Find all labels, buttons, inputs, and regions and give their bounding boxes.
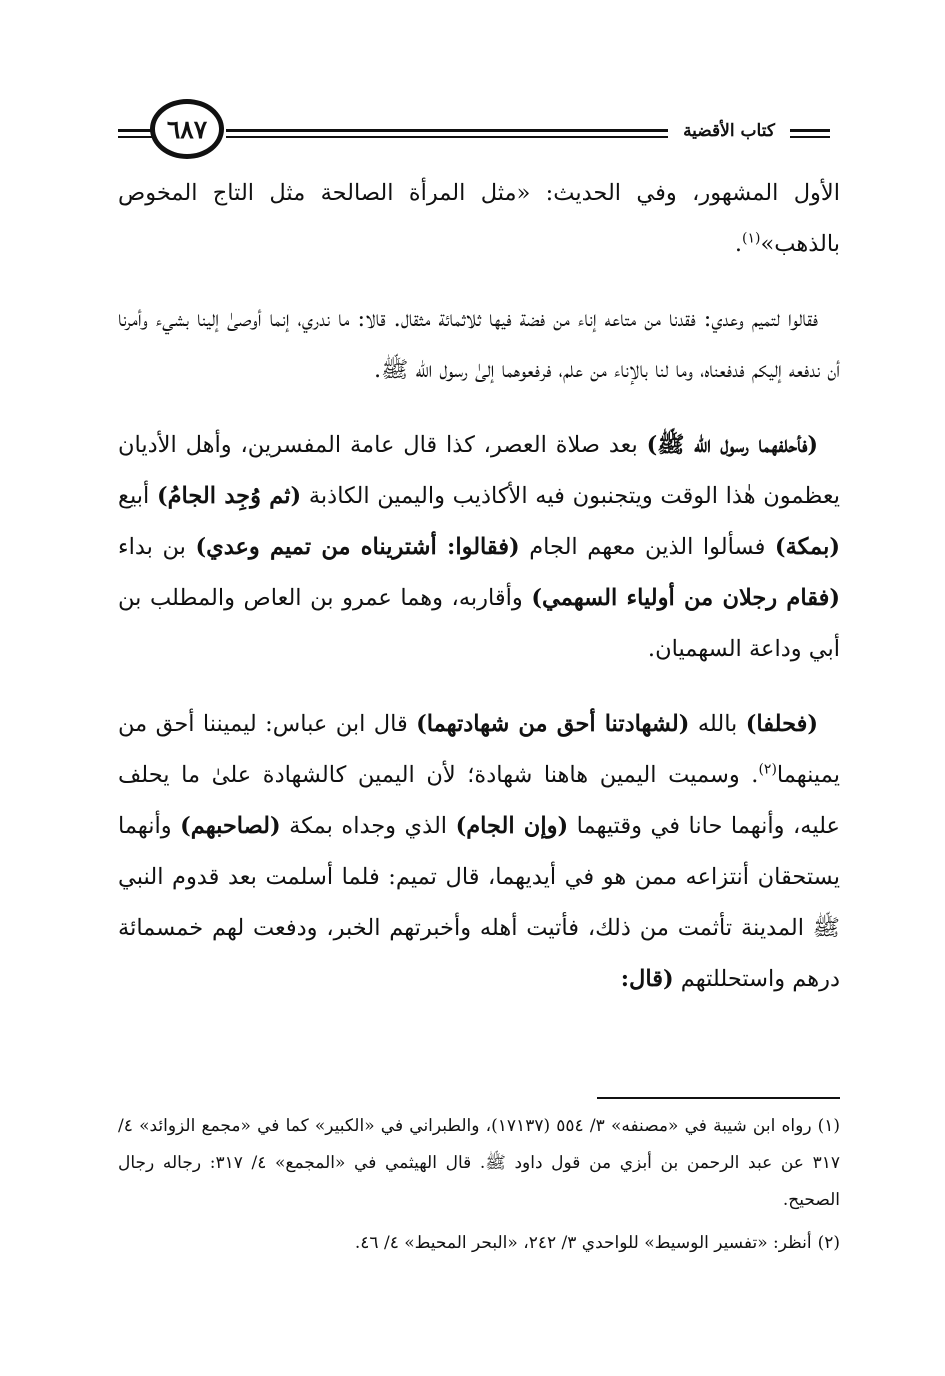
footnote-text: رواه ابن شيبة في «مصنفه» ٣/ ٥٥٤ (١٧١٣٧)، والطبراني في «الكبير» كما في «مجمع الزوائد» ٤/ ٣١٧ عن عبد الرحمن بن أبزي من قول داود ﷺ. قال الهيثمي في «المجمع» ٤/ ٣١٧: رجاله رجال الصحيح. xyxy=(118,1116,840,1210)
footnote-separator xyxy=(597,1097,840,1099)
page-number: ٦٨٧ xyxy=(150,99,224,159)
commentary-text: بالله xyxy=(689,711,746,737)
footnote-number: (١) xyxy=(817,1116,840,1136)
main-text xyxy=(118,168,840,1005)
paragraph-1 xyxy=(118,168,840,270)
header-rule-right-bottom xyxy=(790,136,830,138)
quran-quote: (قال: xyxy=(620,966,674,992)
commentary-text: بن بداء xyxy=(118,534,196,560)
header-rule-middle-top xyxy=(226,129,668,132)
footnote-number: (٢) xyxy=(817,1233,840,1253)
header-rule-middle-bottom xyxy=(226,136,668,138)
footnote-ref: (٢) xyxy=(758,761,777,778)
paragraph-1-text: الأول المشهور، وفي الحديث: «مثل المرأة الصالحة مثل التاج المخوص بالذهب» xyxy=(118,180,840,257)
quran-quote: (لشهادتنا أحق من شهادتهما) xyxy=(416,711,690,737)
header-rule-left-bottom xyxy=(118,136,154,138)
commentary-text: وأنهما يستحقان أنتزاعه ممن هو في أيديهما، قال تميم: فلما أسلمت بعد قدوم النبي ﷺ المدينة تأثمت من ذلك، فأتيت أهله وأخبرتهم الخبر، ودفعت لهم خمسمائة درهم واستحللتهم xyxy=(118,813,840,992)
quran-quote: (وإن الجام) xyxy=(455,813,569,839)
paragraph-2: فقالوا لتميم وعدي: فقدنا من متاعه إناء من فضة فيها ثلاثمائة مثقال. قالا: ما ندري، إنما أوصىٰ إلينا بشيء وأمرنا أن ندفعه إليكم فدفعناه، وما لنا بالإناء من علم، فرفعوهما إلىٰ رسول الله ﷺ. xyxy=(118,306,840,383)
commentary-text: فسألوا الذين معهم الجام xyxy=(519,534,775,560)
quran-quote: (فقام رجلان من أولياء السهمي) xyxy=(531,585,840,611)
quran-quote: (لصاحبهم) xyxy=(180,813,281,839)
quran-quote: (فأحلفهما رسول الله ﷺ) xyxy=(646,432,818,458)
paragraph-4 xyxy=(118,699,840,1005)
commentary-text: أبيع xyxy=(118,483,157,509)
footnote-item xyxy=(118,1225,840,1262)
paragraph-1-end: . xyxy=(734,231,743,257)
running-title: كتاب الأقضية xyxy=(683,121,775,141)
commentary-text: قال ابن عباس: ليميننا أحق من يمينهما xyxy=(118,711,840,788)
footnote-item xyxy=(118,1108,840,1219)
footnote-ref-1: (١) xyxy=(742,230,761,247)
paragraph-3 xyxy=(118,420,840,675)
header-rule-left-top xyxy=(118,129,154,132)
footnote-text: أنظر: «تفسير الوسيط» للواحدي ٣/ ٢٤٢، «البحر المحيط» ٤/ ٤٦. xyxy=(354,1233,812,1253)
quran-quote: (فحلفا) xyxy=(745,711,818,737)
commentary-text: . وسميت اليمين هاهنا شهادة؛ لأن اليمين كالشهادة علىٰ ما يحلف عليه، وأنهما حانا في وقتيهما xyxy=(118,762,840,839)
quran-quote: (بمكة) xyxy=(774,534,840,560)
quran-quote: (فقالوا: أشتريناه من تميم وعدي) xyxy=(195,534,520,560)
footnotes xyxy=(118,1108,840,1268)
commentary-text: الذي وجداه بمكة xyxy=(280,813,456,839)
commentary-text: وأقاربه، وهما عمرو بن العاص والمطلب بن أبي وداعة السهميان. xyxy=(118,585,840,662)
quran-quote: (ثم وُجِد الجامُ) xyxy=(156,483,302,509)
commentary-text: بعد صلاة العصر، كذا قال عامة المفسرين، وأهل الأديان يعظمون هٰذا الوقت ويتجنبون فيه الأكاذيب واليمين الكاذبة xyxy=(118,432,840,509)
header-rule-right-top xyxy=(790,129,830,132)
